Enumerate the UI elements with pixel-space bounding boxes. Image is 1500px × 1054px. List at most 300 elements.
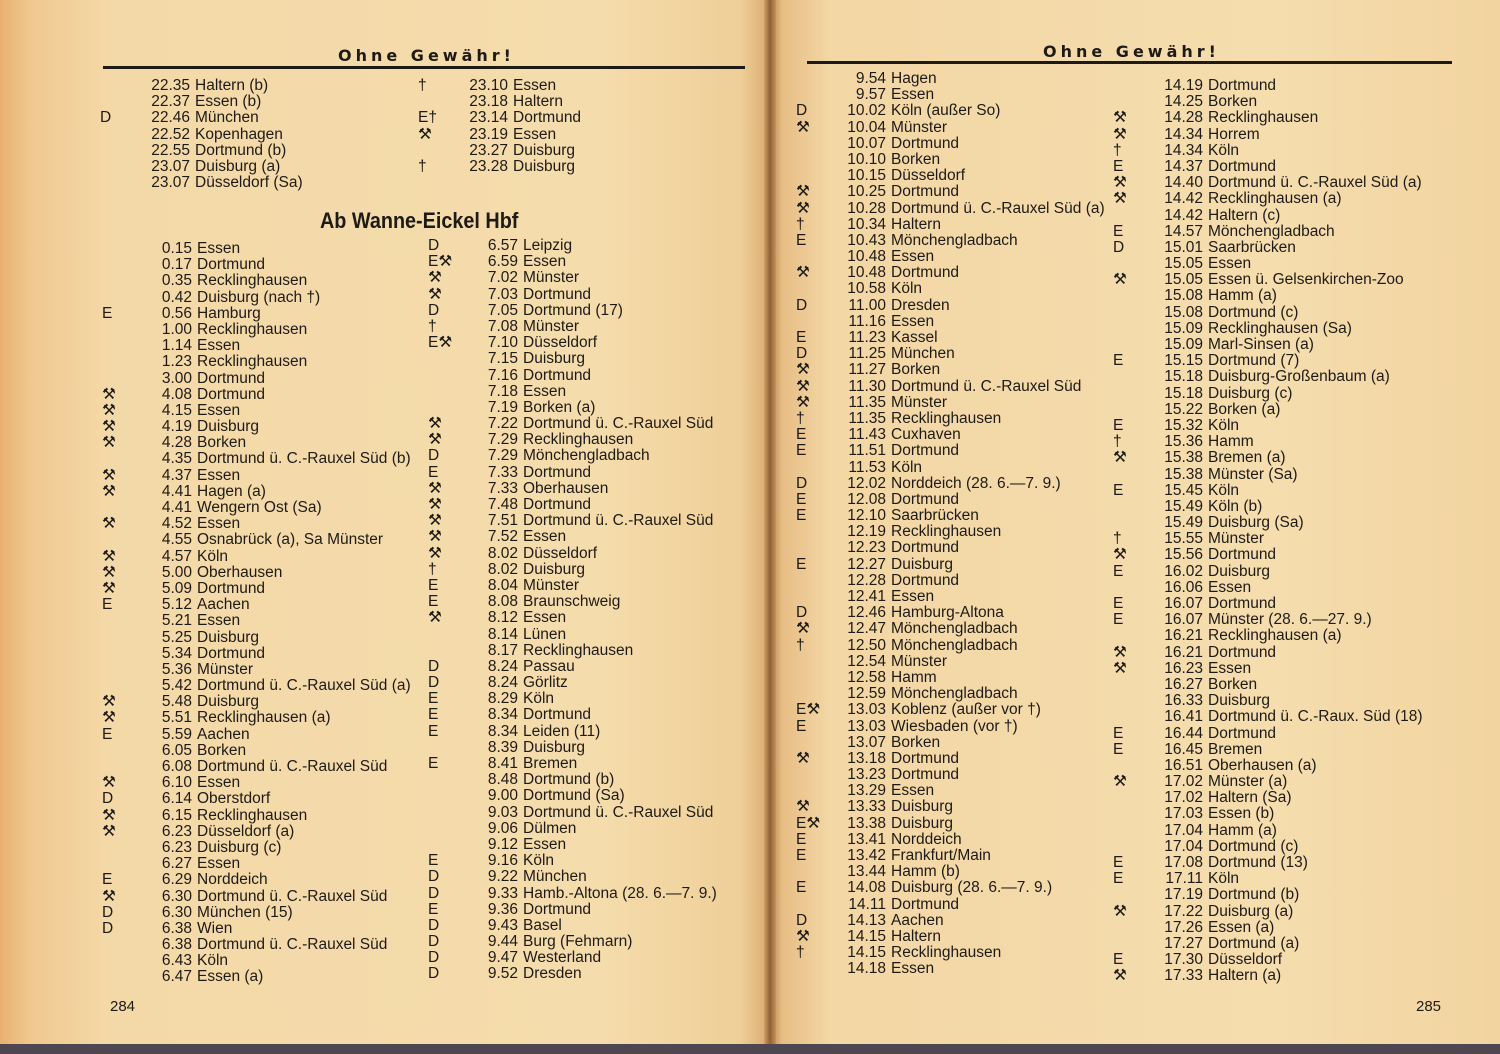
timetable-row [1113, 871, 1423, 887]
timetable-row [796, 249, 1105, 265]
timetable-row [796, 621, 1105, 637]
service-symbol: ⚒ [428, 269, 442, 287]
destination: Duisburg (c) [1208, 384, 1293, 402]
timetable-row [428, 254, 717, 270]
departure-time: 10.58 [847, 280, 886, 298]
destination: Westerland [523, 949, 602, 967]
service-symbol: D [428, 301, 440, 319]
destination: Oberhausen [197, 563, 283, 581]
departure-time: 5.34 [161, 644, 192, 662]
departure-time: 7.03 [487, 285, 518, 303]
destination: Koblenz (außer vor †) [891, 701, 1041, 719]
service-symbol [102, 354, 146, 370]
destination: Haltern [513, 93, 563, 111]
timetable-row [428, 675, 717, 691]
timetable-row [428, 303, 717, 319]
service-symbol: ⚒ [1113, 902, 1127, 920]
timetable-row [1113, 968, 1423, 984]
destination: Recklinghausen [891, 523, 1002, 541]
timetable-row [796, 945, 1105, 961]
service-symbol: E⚒ [796, 814, 821, 832]
timetable-row [428, 918, 717, 934]
destination: Duisburg [891, 798, 954, 816]
timetable-row [1113, 904, 1423, 920]
timetable-row [428, 465, 717, 481]
page-number: 284 [110, 998, 136, 1015]
service-symbol: † [796, 636, 805, 654]
destination: Aachen [197, 596, 250, 614]
timetable-row [102, 759, 411, 775]
timetable-row [1113, 110, 1423, 126]
service-symbol: † [796, 409, 805, 427]
departure-time: 5.12 [161, 596, 192, 614]
timetable-row [102, 241, 411, 257]
destination: Leipzig [523, 237, 573, 254]
departure-time: 11.23 [848, 329, 886, 346]
departure-time: 8.14 [487, 625, 518, 643]
timetable-row [796, 184, 1105, 200]
timetable-row [1113, 305, 1423, 321]
departure-time: 7.19 [487, 398, 518, 416]
destination: Dortmund [891, 134, 960, 152]
destination: Borken (a) [523, 398, 596, 416]
timetable-row [1113, 353, 1423, 369]
destination: Hamb.-Altona (28. 6.—7. 9.) [523, 884, 717, 902]
timetable-row [796, 411, 1105, 427]
service-symbol: ⚒ [1113, 271, 1127, 289]
timetable-row [428, 481, 717, 497]
departure-time: 10.43 [847, 231, 886, 249]
timetable-row [102, 743, 411, 759]
destination: Köln [1208, 141, 1240, 159]
departure-time: 9.36 [487, 900, 518, 918]
departure-time: 8.29 [487, 690, 518, 708]
destination: Essen [891, 782, 935, 800]
departure-time: 13.18 [847, 749, 886, 767]
service-symbol [102, 662, 146, 678]
destination: Duisburg [197, 693, 260, 711]
departure-time: 14.28 [1164, 109, 1203, 127]
destination: Haltern (c) [1208, 206, 1281, 224]
destination: Aachen [197, 725, 250, 743]
timetable-row [796, 443, 1105, 459]
timetable-row [428, 238, 717, 254]
timetable-row [1113, 693, 1423, 709]
departure-time: 9.16 [487, 852, 518, 870]
destination: Essen [891, 588, 935, 605]
service-symbol: ⚒ [102, 515, 116, 533]
destination: Hamm [891, 668, 937, 686]
service-symbol: D [796, 345, 808, 363]
timetable-row [796, 168, 1105, 184]
departure-time: 16.27 [1164, 675, 1203, 693]
destination: Essen [197, 855, 241, 873]
service-symbol: ⚒ [428, 431, 442, 449]
timetable-row [1113, 208, 1423, 224]
service-symbol [1113, 499, 1157, 515]
service-symbol [428, 740, 472, 756]
timetable-row [428, 400, 717, 416]
service-symbol [796, 573, 840, 589]
timetable-row [796, 702, 1105, 718]
departure-time: 12.28 [847, 571, 886, 589]
destination: Dortmund ü. C.-Rauxel Süd (a) [1208, 174, 1422, 192]
departure-time: 10.48 [847, 248, 886, 266]
service-symbol [796, 460, 840, 476]
destination: Borken (a) [1208, 400, 1281, 418]
destination: Essen [197, 337, 241, 355]
service-symbol: E [796, 490, 807, 508]
destination: Hamburg-Altona [891, 604, 1004, 622]
timetable-row [796, 460, 1105, 476]
timetable-row [796, 136, 1105, 152]
destination: Borken [891, 361, 941, 379]
destination: Recklinghausen (a) [1208, 190, 1342, 208]
timetable-row [796, 362, 1105, 378]
timetable-row [102, 613, 411, 629]
departure-time: 6.38 [161, 936, 192, 954]
destination: Dortmund [197, 579, 266, 597]
destination: Braunschweig [523, 593, 621, 611]
service-symbol [1113, 839, 1157, 855]
timetable-row [102, 435, 411, 451]
departure-time: 4.19 [161, 418, 192, 436]
departure-time: 15.15 [1164, 352, 1203, 370]
departure-time: 7.48 [487, 496, 518, 513]
departure-time: 4.37 [161, 466, 192, 484]
destination: Oberhausen [523, 479, 609, 497]
service-symbol: ⚒ [428, 479, 442, 497]
service-symbol [102, 322, 146, 338]
departure-time: 23.19 [469, 125, 508, 143]
departure-time: 9.57 [855, 86, 886, 104]
destination: Dortmund (a) [1208, 934, 1300, 952]
service-symbol [100, 175, 144, 191]
timetable-row [100, 94, 303, 110]
service-symbol: E [102, 725, 113, 743]
departure-time: 22.46 [151, 109, 190, 127]
service-symbol: ⚒ [796, 620, 810, 638]
destination: Dortmund (13) [1208, 854, 1308, 871]
book-spine [764, 0, 776, 1044]
service-symbol [796, 767, 840, 783]
service-symbol [796, 314, 840, 330]
destination: Köln [1208, 870, 1240, 888]
departure-time: 14.34 [1164, 125, 1203, 143]
service-symbol: † [1113, 433, 1122, 451]
service-symbol: E [102, 596, 113, 614]
service-symbol: ⚒ [102, 806, 116, 824]
departure-time: 12.54 [847, 652, 886, 670]
departure-time: 10.25 [847, 183, 886, 201]
destination: Borken [197, 434, 247, 452]
destination: Münster [523, 269, 579, 287]
timetable-column [796, 71, 1105, 978]
service-symbol [1113, 758, 1157, 774]
destination: Duisburg [1208, 692, 1271, 710]
destination: Dortmund [523, 366, 592, 384]
service-symbol: E [428, 852, 439, 870]
timetable-row [796, 427, 1105, 443]
departure-time: 12.23 [847, 539, 886, 557]
timetable-row [428, 886, 717, 902]
departure-time: 5.36 [161, 660, 192, 678]
departure-time: 15.36 [1164, 433, 1203, 451]
timetable-row [102, 808, 411, 824]
service-symbol: ⚒ [428, 496, 442, 513]
service-symbol: ⚒ [796, 393, 810, 411]
service-symbol [102, 937, 146, 953]
timetable-row [102, 419, 411, 435]
destination: Dortmund [523, 706, 592, 724]
destination: Essen [197, 612, 241, 630]
service-symbol [796, 735, 840, 751]
destination: Görlitz [523, 674, 568, 692]
service-symbol [102, 613, 146, 629]
service-symbol [428, 384, 472, 400]
service-symbol [796, 152, 840, 168]
destination: Horrem [1208, 125, 1260, 143]
timetable-row [428, 934, 717, 950]
service-symbol: D [102, 903, 114, 921]
departure-time: 14.40 [1164, 174, 1203, 192]
departure-time: 15.49 [1164, 497, 1203, 515]
timetable-row [428, 740, 717, 756]
timetable-row [102, 273, 411, 289]
destination: Aachen [891, 911, 944, 929]
service-symbol [102, 500, 146, 516]
timetable-row [1113, 742, 1423, 758]
destination: Duisburg [197, 628, 260, 646]
departure-time: 12.10 [847, 507, 886, 525]
service-symbol [796, 961, 840, 977]
destination: Dortmund [513, 109, 582, 127]
destination: Bremen (a) [1208, 449, 1286, 467]
destination: Dülmen [523, 819, 577, 837]
departure-time: 13.42 [847, 847, 886, 864]
timetable-row [102, 387, 411, 403]
timetable-row [1113, 402, 1423, 418]
timetable-row [102, 710, 411, 726]
timetable-row [796, 346, 1105, 362]
destination: Norddeich [197, 871, 268, 889]
departure-time: 12.46 [847, 604, 886, 622]
service-symbol: E [796, 507, 807, 525]
destination: Essen [1208, 659, 1252, 677]
service-symbol [102, 257, 146, 273]
destination: Lünen [523, 625, 567, 643]
departure-time: 8.48 [487, 771, 518, 789]
service-symbol [796, 686, 840, 702]
timetable-row [1113, 823, 1423, 839]
destination: Norddeich [891, 830, 962, 848]
timetable-row [796, 864, 1105, 880]
departure-time: 8.08 [487, 593, 518, 611]
timetable-row [1113, 191, 1423, 207]
timetable-row [102, 630, 411, 646]
departure-time: 11.43 [848, 426, 886, 444]
destination: Haltern [891, 215, 941, 233]
destination: Duisburg (a) [195, 157, 281, 175]
timetable-row [1113, 256, 1423, 272]
service-symbol: E [428, 900, 439, 918]
service-symbol: ⚒ [102, 418, 116, 436]
timetable-row [1113, 806, 1423, 822]
departure-time: 11.00 [848, 296, 886, 314]
timetable-row [418, 127, 581, 143]
destination: Essen (a) [1208, 918, 1275, 936]
timetable-row [796, 330, 1105, 346]
destination: Essen [513, 77, 557, 94]
departure-time: 10.28 [847, 199, 886, 217]
service-symbol: D [796, 911, 808, 929]
destination: Essen [1208, 255, 1252, 273]
timetable-row [428, 756, 717, 772]
destination: Dortmund ü. C.-Raux. Süd (18) [1208, 708, 1423, 726]
departure-time: 23.27 [469, 141, 508, 159]
destination: Duisburg (c) [197, 838, 282, 856]
destination: Dortmund [1208, 546, 1277, 564]
departure-time: 7.18 [487, 382, 518, 400]
service-symbol [102, 451, 146, 467]
timetable-row [796, 605, 1105, 621]
timetable-row [428, 594, 717, 610]
departure-time: 1.23 [161, 353, 192, 371]
timetable-row [796, 929, 1105, 945]
destination: Dortmund [197, 369, 266, 387]
destination: Duisburg [523, 738, 586, 756]
timetable-row [102, 646, 411, 662]
departure-time: 16.02 [1164, 562, 1203, 580]
destination: Marl-Sinsen (a) [1208, 336, 1314, 353]
departure-time: 17.04 [1164, 837, 1203, 855]
departure-time: 5.21 [161, 612, 192, 630]
departure-time: 17.04 [1164, 821, 1203, 839]
departure-time: 17.08 [1164, 854, 1203, 871]
service-symbol: D [428, 868, 440, 886]
service-symbol: E [796, 847, 807, 864]
departure-time: 14.15 [847, 927, 886, 945]
timetable-row [102, 937, 411, 953]
destination: Essen [197, 466, 241, 484]
destination: Duisburg [891, 555, 954, 573]
service-symbol [102, 532, 146, 548]
departure-time: 14.57 [1164, 222, 1203, 240]
departure-time: 7.29 [487, 431, 518, 449]
departure-time: 9.22 [487, 868, 518, 886]
timetable-row [102, 354, 411, 370]
timetable-row [1113, 839, 1423, 855]
timetable-row [102, 532, 411, 548]
departure-time: 15.38 [1164, 449, 1203, 467]
departure-time: 17.33 [1164, 967, 1203, 985]
timetable-row [796, 217, 1105, 233]
service-symbol [796, 249, 840, 265]
service-symbol: E⚒ [428, 334, 453, 352]
service-symbol: ⚒ [102, 887, 116, 905]
destination: Recklinghausen [197, 806, 308, 824]
service-symbol: D [428, 949, 440, 967]
departure-time: 15.38 [1164, 465, 1203, 483]
destination: Norddeich (28. 6.—7. 9.) [891, 474, 1061, 492]
timetable-row [1113, 774, 1423, 790]
destination: Osnabrück (a), Sa Münster [197, 531, 384, 549]
service-symbol [100, 78, 144, 94]
service-symbol [1113, 321, 1157, 337]
destination: Burg (Fehmarn) [523, 933, 633, 951]
timetable-column [102, 241, 411, 986]
timetable-row [1113, 321, 1423, 337]
service-symbol: ⚒ [796, 118, 810, 136]
service-symbol [1113, 790, 1157, 806]
destination: Dortmund ü. C.-Rauxel Süd [891, 377, 1082, 395]
service-symbol [1113, 693, 1157, 709]
timetable-row [428, 707, 717, 723]
destination: Mönchengladbach [891, 231, 1018, 249]
timetable-row [796, 508, 1105, 524]
departure-time: 14.37 [1164, 157, 1203, 175]
timetable-row [428, 335, 717, 351]
timetable-row [1113, 143, 1423, 159]
timetable-column [418, 78, 581, 175]
destination: Essen (b) [1208, 805, 1275, 823]
service-symbol [1113, 402, 1157, 418]
departure-time: 8.39 [487, 738, 518, 756]
destination: Dortmund ü. C.-Rauxel Süd [523, 512, 714, 530]
departure-time: 4.35 [161, 450, 192, 468]
departure-time: 16.33 [1164, 692, 1203, 710]
service-symbol: E [1113, 595, 1124, 612]
departure-time: 9.52 [487, 965, 518, 983]
service-symbol: E [1113, 870, 1124, 888]
destination: Essen [197, 240, 241, 257]
departure-time: 17.02 [1164, 773, 1203, 791]
timetable-row [428, 837, 717, 853]
destination: Dresden [523, 965, 582, 983]
timetable-row [796, 961, 1105, 977]
timetable-row [796, 589, 1105, 605]
service-symbol [100, 143, 144, 159]
service-symbol: ⚒ [1113, 643, 1127, 661]
destination: Köln [197, 547, 229, 565]
departure-time: 10.34 [847, 215, 886, 233]
departure-time: 0.17 [161, 256, 192, 274]
destination: Münster [523, 317, 579, 335]
timetable-row [428, 578, 717, 594]
destination: Recklinghausen [891, 944, 1002, 962]
departure-time: 17.11 [1165, 870, 1203, 888]
departure-time: 17.26 [1164, 918, 1203, 936]
destination: Essen [523, 609, 567, 627]
destination: Duisburg [513, 157, 576, 175]
destination: Recklinghausen [891, 409, 1002, 427]
service-symbol [428, 837, 472, 853]
departure-time: 13.38 [847, 814, 886, 832]
service-symbol: E† [418, 109, 437, 127]
timetable-row [428, 772, 717, 788]
timetable-row [1113, 596, 1423, 612]
departure-time: 11.27 [848, 361, 886, 379]
timetable-row [102, 597, 411, 613]
timetable-row [428, 562, 717, 578]
service-symbol: D [796, 474, 808, 492]
departure-time: 9.06 [487, 819, 518, 837]
destination: München [523, 868, 587, 886]
departure-time: 15.05 [1164, 255, 1203, 273]
departure-time: 9.47 [487, 949, 518, 967]
destination: Recklinghausen [197, 353, 308, 371]
timetable-row [1113, 175, 1423, 191]
